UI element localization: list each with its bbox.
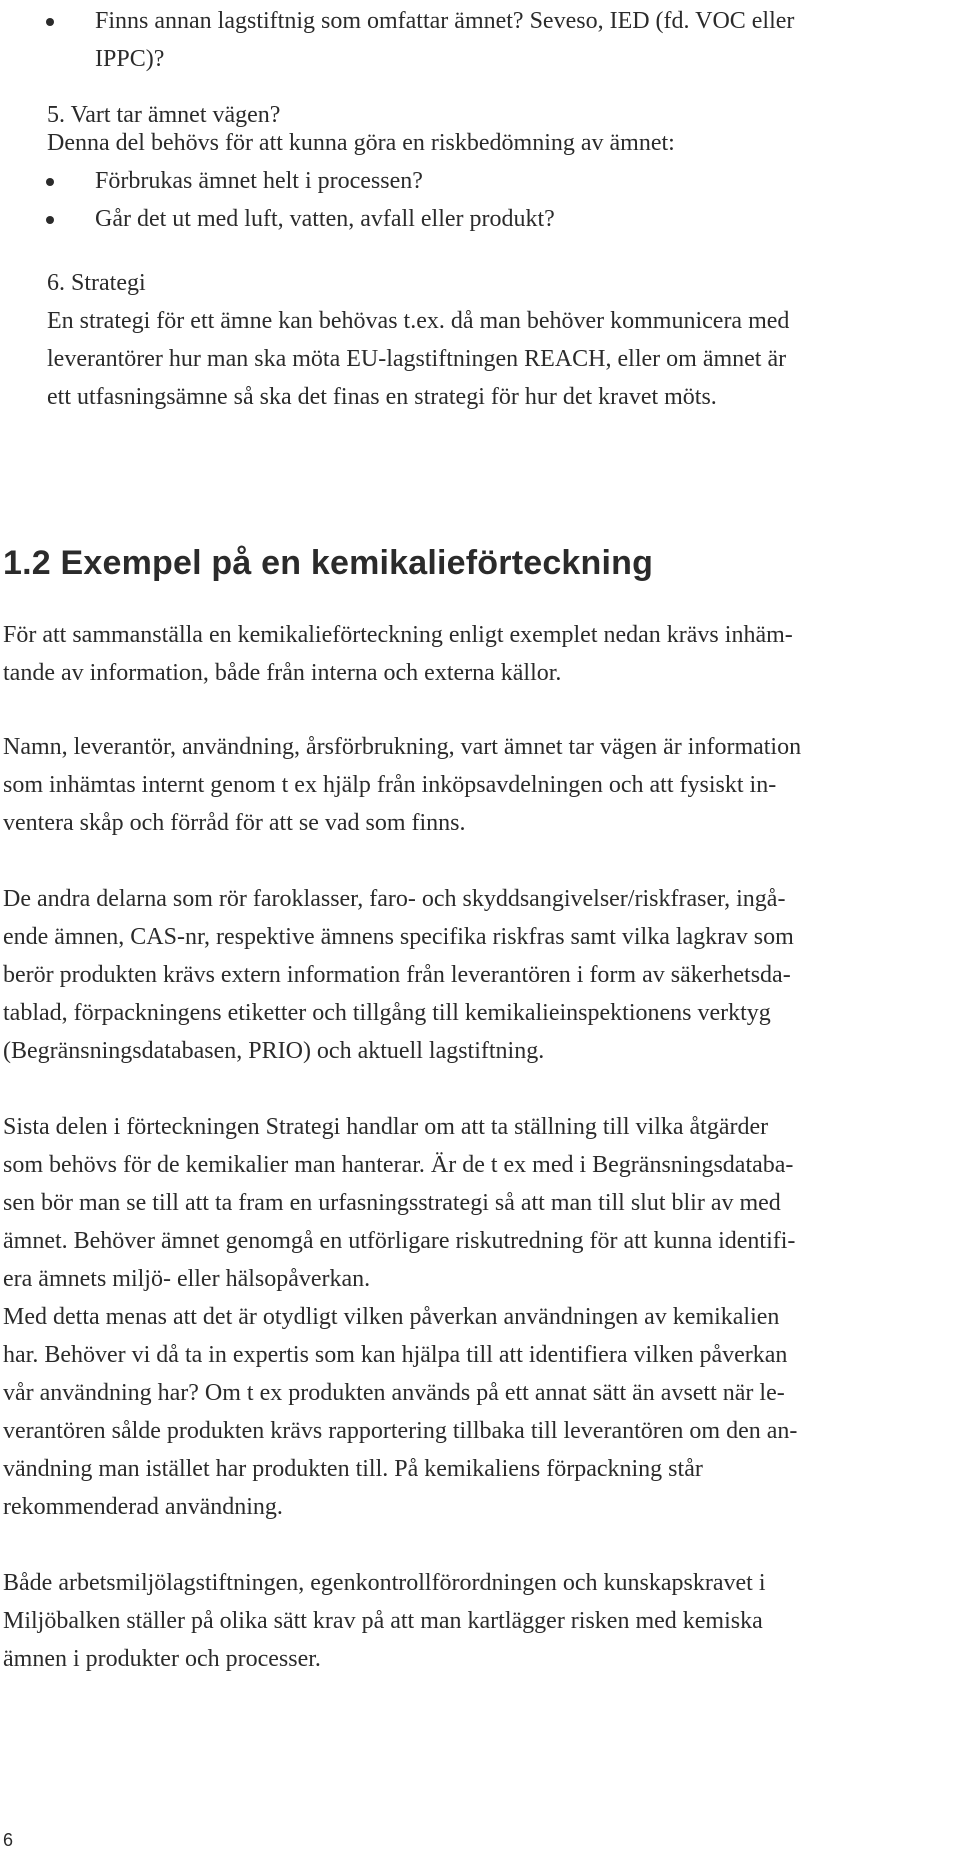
paragraph — [3, 1108, 953, 1526]
paragraph-line: ämnen i produkter och processer. — [3, 1646, 321, 1672]
paragraph-text: Denna del behövs för att kunna göra en riskbedömning av ämnet: — [47, 130, 675, 156]
paragraph — [3, 1564, 953, 1678]
paragraph-line: tablad, förpackningens etiketter och tillgång till kemikalieinspektionens verktyg — [3, 1000, 771, 1026]
bullet-text: Förbrukas ämnet helt i processen? — [95, 168, 423, 194]
bullet-text: IPPC)? — [95, 46, 165, 72]
list-item — [0, 162, 855, 200]
section-5-bullet-list — [0, 162, 855, 238]
paragraph-line: Både arbetsmiljölagstiftningen, egenkontrollförordningen och kunskapskravet i — [3, 1570, 766, 1596]
paragraph-line: (Begränsningsdatabasen, PRIO) och aktuell lagstiftning. — [3, 1038, 545, 1064]
paragraph-line: ventera skåp och förråd för att se vad som finns. — [3, 810, 466, 836]
bullet-text: Finns annan lagstiftnig som omfattar ämnet? Seveso, IED (fd. VOC eller — [95, 8, 795, 34]
paragraph-line: rekommenderad användning. — [3, 1494, 283, 1520]
section-heading-text: 5. Vart tar ämnet vägen? — [47, 102, 281, 128]
list-item — [0, 2, 855, 78]
bullet-icon — [46, 18, 54, 26]
paragraph-line: ende ämnen, CAS-nr, respektive ämnens specifika riskfras samt vilka lagkrav som — [3, 924, 794, 950]
top-bullet-list — [0, 2, 855, 78]
section-5-intro — [47, 124, 907, 162]
paragraph — [3, 880, 953, 1070]
paragraph-line: berör produkten krävs extern information från leverantören i form av säkerhetsda- — [3, 962, 791, 988]
paragraph-line: En strategi för ett ämne kan behövas t.ex. då man behöver kommunicera med — [47, 308, 790, 334]
bullet-icon — [46, 178, 54, 186]
paragraph-line: ett utfasningsämne så ska det finas en strategi för hur det kravet möts. — [47, 384, 717, 410]
section-6-body — [47, 302, 947, 416]
bullet-text: Går det ut med luft, vatten, avfall eller produkt? — [95, 206, 555, 232]
paragraph-line: sen bör man se till att ta fram en urfasningsstrategi så att man till slut blir av med — [3, 1190, 781, 1216]
section-1-2-heading: 1.2 Exempel på en kemikalieförteckning — [3, 544, 654, 582]
paragraph-line: tande av information, både från interna och externa källor. — [3, 660, 562, 686]
bullet-icon — [46, 216, 54, 224]
paragraph-line: verantören sålde produkten krävs rapportering tillbaka till leverantören om den an- — [3, 1418, 798, 1444]
paragraph-line: För att sammanställa en kemikalieförteckning enligt exemplet nedan krävs inhäm- — [3, 622, 793, 648]
section-6-heading — [47, 264, 907, 302]
paragraph — [3, 616, 953, 692]
paragraph-line: vändning man istället har produkten till. På kemikaliens förpackning står — [3, 1456, 703, 1482]
paragraph-line: har. Behöver vi då ta in expertis som kan hjälpa till att identifiera vilken påverkan — [3, 1342, 788, 1368]
page-number: 6 — [3, 1830, 14, 1850]
paragraph-line: Sista delen i förteckningen Strategi handlar om att ta ställning till vilka åtgärder — [3, 1114, 769, 1140]
paragraph-line: Miljöbalken ställer på olika sätt krav på att man kartlägger risken med kemiska — [3, 1608, 763, 1634]
paragraph-line: leverantörer hur man ska möta EU-lagstiftningen REACH, eller om ämnet är — [47, 346, 787, 372]
list-item — [0, 200, 855, 238]
paragraph — [3, 728, 953, 842]
paragraph-line: era ämnets miljö- eller hälsopåverkan. — [3, 1266, 371, 1292]
paragraph-line: Med detta menas att det är otydligt vilken påverkan användningen av kemikalien — [3, 1304, 780, 1330]
paragraph-line: De andra delarna som rör faroklasser, faro- och skyddsangivelser/riskfraser, ingå- — [3, 886, 786, 912]
paragraph-line: vår användning har? Om t ex produkten används på ett annat sätt än avsett när le- — [3, 1380, 785, 1406]
paragraph-line: ämnet. Behöver ämnet genomgå en utförligare riskutredning för att kunna identifi- — [3, 1228, 796, 1254]
paragraph-line: som behövs för de kemikalier man hanterar. Är de t ex med i Begränsningsdataba- — [3, 1152, 794, 1178]
section-heading-text: 6. Strategi — [47, 270, 146, 296]
paragraph-line: Namn, leverantör, användning, årsförbrukning, vart ämnet tar vägen är information — [3, 734, 802, 760]
paragraph-line: som inhämtas internt genom t ex hjälp från inköpsavdelningen och att fysiskt in- — [3, 772, 777, 798]
